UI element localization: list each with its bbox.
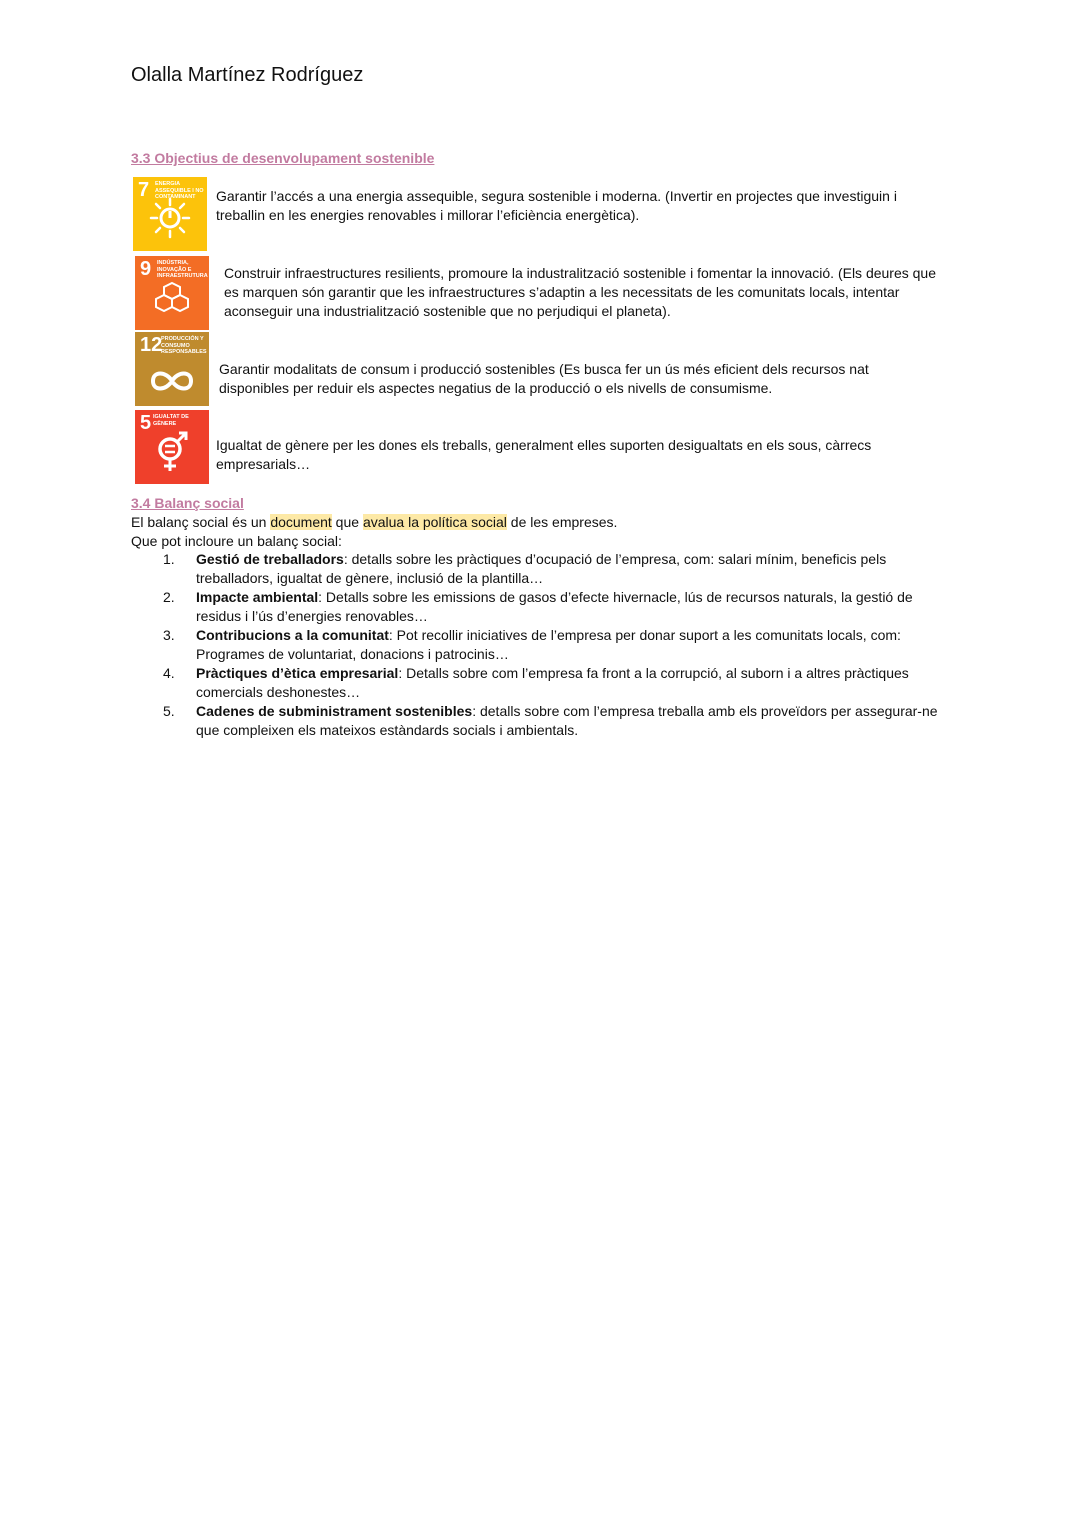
sdg-title: PRODUCCIÓN Y CONSUMO RESPONSABLES xyxy=(161,336,207,355)
item-title: Cadenes de subministrament sostenibles xyxy=(196,703,473,719)
sdg9-description: Construir infraestructures resilients, promoure la industralització sostenible i fomentar la innovació. (Els deures que es marquen són garantir que les infraestructures s’adaptin a les necessitats de les comunitats locals, intentar aconseguir una industrialització sostenible que no perjudiqui el planeta). xyxy=(224,265,936,319)
list-item xyxy=(131,550,951,588)
list-number: 5. xyxy=(163,703,175,719)
section-heading-sdg: 3.3 Objectius de desenvolupament sostenible xyxy=(131,150,435,166)
sdg-number: 5 xyxy=(140,412,152,434)
sdg7-description: Garantir l’accés a una energia assequible, segura sostenible i moderna. (Invertir en projectes que investiguin i treballin en les energies renovables i millorar l’eficiència energètica). xyxy=(216,188,897,223)
list-number: 1. xyxy=(163,551,175,567)
item-title: Impacte ambiental xyxy=(196,589,319,605)
list-item xyxy=(131,702,951,740)
sdg-number: 12 xyxy=(140,334,163,356)
sdg-title: IGUALTAT DE GÈNERE xyxy=(153,414,189,427)
section-heading-balanc-social: 3.4 Balanç social xyxy=(131,495,244,511)
sdg-title: ENERGIA ASSEQUIBLE I NO CONTAMINANT xyxy=(155,181,204,200)
list-number: 2. xyxy=(163,589,175,605)
balanc-social-list xyxy=(131,550,951,740)
item-title: Contribucions a la comunitat xyxy=(196,627,389,643)
sdg-number: 7 xyxy=(138,179,150,201)
balanc-social-definition xyxy=(131,513,617,532)
list-item xyxy=(131,664,951,702)
sdg5-description: Igualtat de gènere per les dones els treballs, generalment elles suporten desigualtats en els sous, càrrecs empresarials… xyxy=(216,437,872,472)
sdg9-badge xyxy=(135,256,209,330)
list-item xyxy=(131,588,951,626)
list-number: 4. xyxy=(163,665,175,681)
infinity-loop-icon xyxy=(135,367,209,400)
highlighted-term: document xyxy=(270,514,332,530)
cubes-icon xyxy=(135,281,209,324)
item-text: : Pot recollir iniciatives de l’empresa per donar suport a les comunitats locals, com: Programes de voluntariat, donacions i patrocinis… xyxy=(196,627,901,662)
intro-text: El balanç social és un xyxy=(131,514,271,530)
item-text: : detalls sobre les pràctiques d’ocupació de l’empresa, com: salari mínim, beneficis pels treballadors, igualtat de gènere, inclusió de la plantilla… xyxy=(196,551,887,586)
intro-text: que xyxy=(331,514,363,530)
gender-equality-icon xyxy=(135,429,209,478)
intro-text: de les empreses. xyxy=(506,514,618,530)
author-name: Olalla Martínez Rodríguez xyxy=(131,64,364,86)
item-text: : detalls sobre com l’empresa treballa amb els proveïdors per assegurar-ne que compleixen els mateixos estàndards socials i ambientals. xyxy=(196,703,938,738)
sdg-number: 9 xyxy=(140,258,152,280)
sdg12-badge xyxy=(135,332,209,406)
sun-power-icon xyxy=(133,196,207,245)
list-number: 3. xyxy=(163,627,175,643)
sdg7-badge xyxy=(133,177,207,251)
list-lead: Que pot incloure un balanç social: xyxy=(131,533,342,549)
item-title: Pràctiques d’ètica empresarial xyxy=(196,665,399,681)
sdg-title: INDÚSTRIA, INOVAÇÃO E INFRAESTRUTURA xyxy=(157,260,208,279)
list-item xyxy=(131,626,951,664)
sdg12-description: Garantir modalitats de consum i producció sostenibles (Es busca fer un ús més eficient dels recursos nat disponibles per reduir els aspectes negatius de la producció o els nivells de consumisme. xyxy=(219,361,869,396)
item-text: : Detalls sobre com l’empresa fa front a la corrupció, al suborn i a altres pràctiques comercials deshonestes… xyxy=(196,665,909,700)
highlighted-term: avalua la política social xyxy=(362,514,507,530)
item-title: Gestió de treballadors xyxy=(196,551,344,567)
sdg5-badge xyxy=(135,410,209,484)
item-text: : Detalls sobre les emissions de gasos d’efecte hivernacle, lús de recursos naturals, la gestió de residus i l’ús d’energies renovables… xyxy=(196,589,913,624)
